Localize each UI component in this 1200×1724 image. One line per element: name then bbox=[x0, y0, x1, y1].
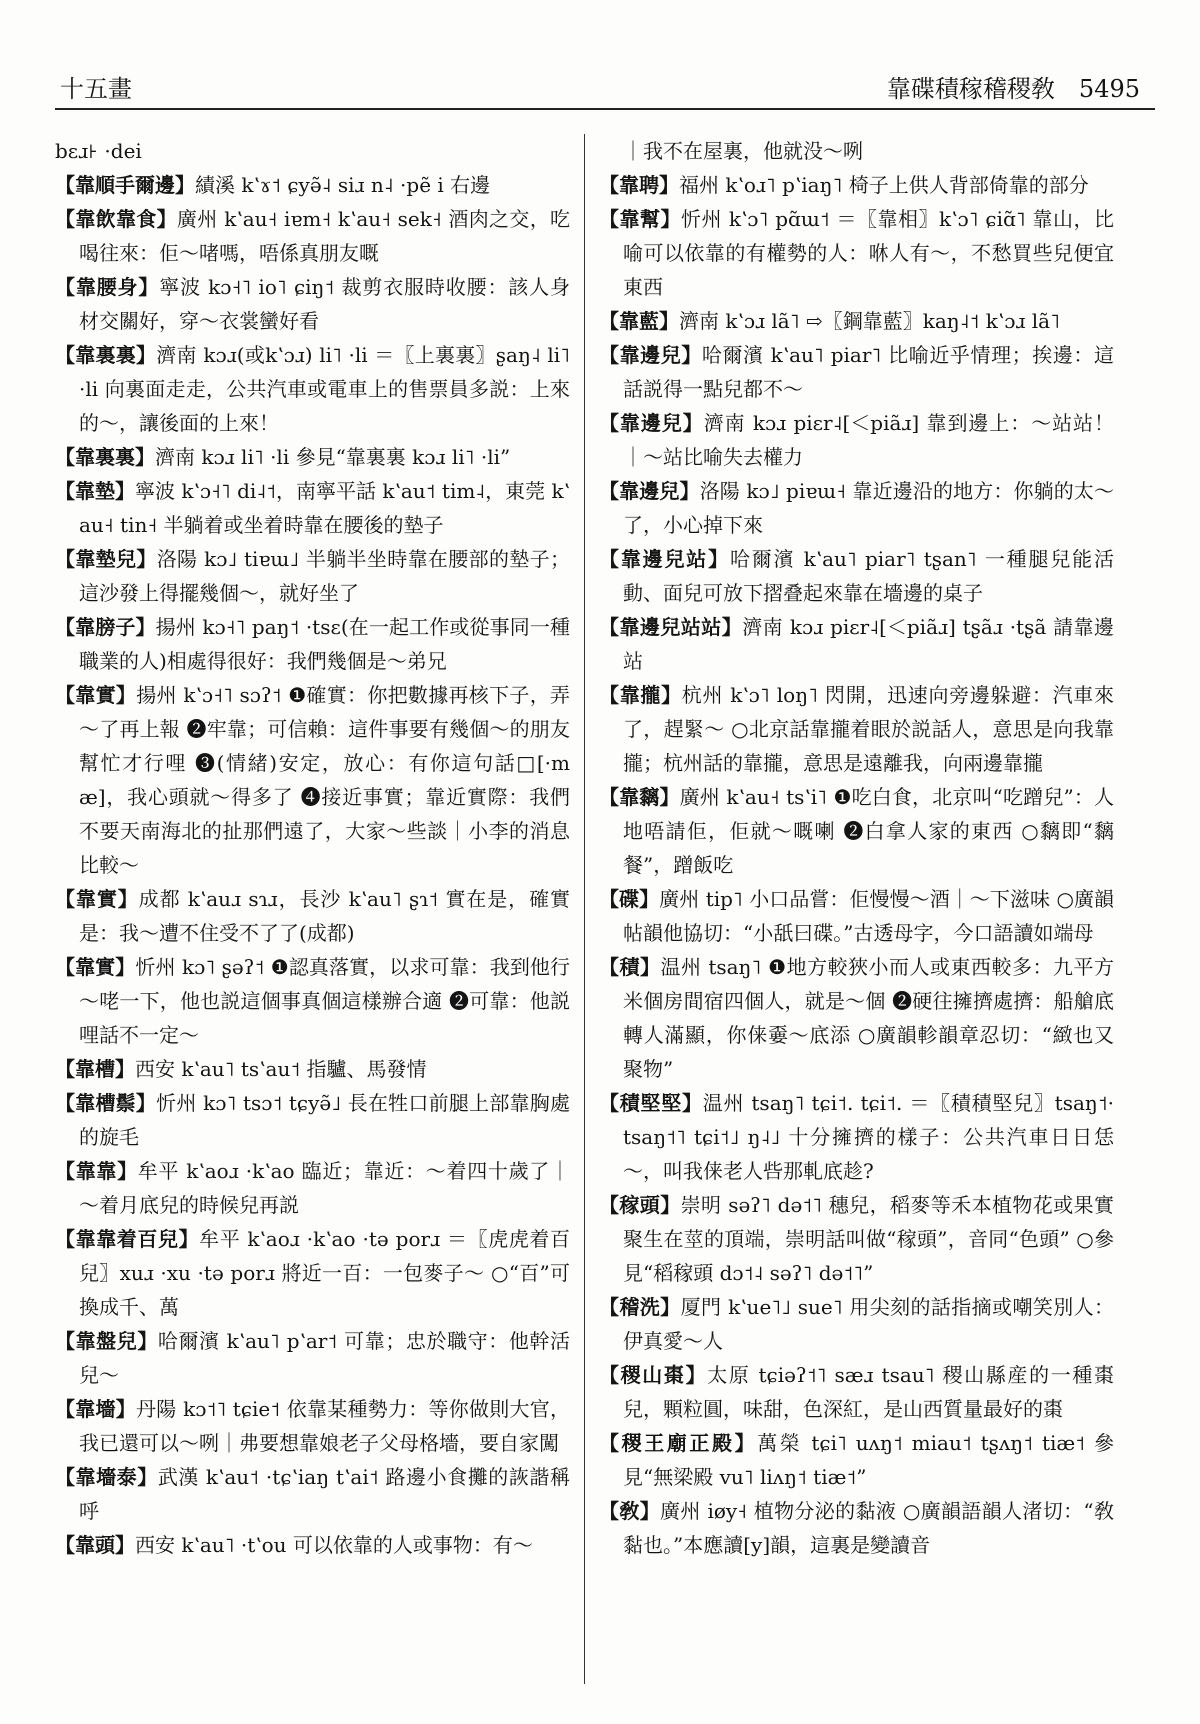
entry-headword: 【靠飲靠食】 bbox=[55, 207, 177, 231]
entry-definition: 萬榮 tɕi˥ uʌŋ˦ miau˦ tʂʌŋ˦ tiæ˦ 參見“無梁殿 vu˥ liʌŋ˦ tiæ˦” bbox=[623, 1431, 1114, 1489]
entry-definition: 杭州 kʽɔ˥ loŋ˥ 閃開，迅速向旁邊躲避：汽車來了，趕緊～ ○北京話靠攏着眼於説話人，意思是向我靠攏；杭州話的靠攏，意思是遠離我，向兩邊靠攏 bbox=[623, 683, 1114, 775]
dictionary-entry bbox=[599, 1426, 1114, 1494]
dictionary-entry bbox=[599, 338, 1114, 406]
dictionary-entry bbox=[55, 882, 570, 950]
dictionary-entry bbox=[55, 1324, 570, 1392]
entry-headword: 【靠靠】 bbox=[55, 1159, 138, 1183]
entry-headword: 【靠幫】 bbox=[599, 207, 681, 231]
entry-headword: 【靠邊兒站站】 bbox=[599, 615, 743, 639]
dictionary-entry bbox=[599, 1188, 1114, 1290]
dictionary-entry bbox=[55, 542, 570, 610]
entry-definition: bɛɹ꜔ ·dei bbox=[55, 139, 142, 163]
entry-definition: 寧波 kʽɔ˧˥ di˨˦，南寧平話 kʽau˦ tim˨，東莞 kʽau˧ tin˧ 半躺着或坐着時靠在腰後的墊子 bbox=[79, 479, 570, 537]
entry-headword: 【靠邊兒】 bbox=[599, 343, 702, 367]
entry-definition: 哈爾濱 kʽau˥ piar˥ tʂan˥ 一種腿兒能活動、面兒可放下摺叠起來靠在墻邊的桌子 bbox=[623, 547, 1114, 605]
dictionary-entry bbox=[599, 1086, 1114, 1188]
entry-headword: 【稽洗】 bbox=[599, 1295, 681, 1319]
entry-headword: 【靠聘】 bbox=[599, 173, 679, 197]
entry-definition: 丹陽 kɔ˦˥ tɕie˦ 依靠某種勢力：等你做則大官，我已還可以～咧｜弗要想靠娘老子父母格墻，要自家闖 bbox=[79, 1397, 571, 1455]
entry-headword: 【靠實】 bbox=[55, 683, 137, 707]
dictionary-entry bbox=[55, 338, 570, 440]
entry-headword: 【靠邊兒站】 bbox=[599, 547, 730, 571]
entry-headword: 【靠黐】 bbox=[599, 785, 680, 809]
dictionary-entry bbox=[55, 1222, 570, 1324]
entry-definition: 濟南 kɔɹ piɛr˨[＜piãɹ] 靠到邊上：～站站！｜～站比喻失去權力 bbox=[623, 411, 1114, 469]
entry-headword: 【靠墊】 bbox=[55, 479, 135, 503]
header-rule bbox=[55, 108, 1155, 110]
entry-definition: 廣州 kʽau˧ iɐm˧ kʽau˧ sek˧ 酒肉之交，吃喝往來：佢～啫嗎，唔係真朋友嘅 bbox=[79, 207, 571, 265]
entry-headword: 【靠實】 bbox=[55, 955, 136, 979]
dictionary-entry bbox=[599, 1358, 1114, 1426]
entry-definition: 哈爾濱 kʽau˥ piar˥ 比喻近乎情理；挨邊：這話説得一點兒都不～ bbox=[623, 343, 1114, 401]
entry-headword: 【靠槽】 bbox=[55, 1057, 135, 1081]
entry-definition: 牟平 kʽaoɹ ·kʽao ·tə porɹ ＝〖虎虎着百兒〗xuɹ ·xu ·tə porɹ 將近一百：一包麥子～ ○“百”可換成千、萬 bbox=[79, 1227, 571, 1319]
entry-definition: 西安 kʽau˥ ·tʽou 可以依靠的人或事物：有～ bbox=[135, 1533, 533, 1557]
entry-headword: 【靠膀子】 bbox=[55, 615, 156, 639]
dictionary-entry bbox=[599, 1494, 1114, 1562]
dictionary-entry bbox=[599, 406, 1114, 474]
entry-headword: 【靠靠着百兒】 bbox=[55, 1227, 200, 1251]
dictionary-entry bbox=[55, 1052, 570, 1086]
entry-headword: 【靠墻】 bbox=[55, 1397, 137, 1421]
dictionary-entry bbox=[55, 1154, 570, 1222]
entry-headword: 【靠邊兒】 bbox=[599, 479, 700, 503]
entry-headword: 【積堅堅】 bbox=[599, 1091, 703, 1115]
entry-definition: 廣州 tip˥ 小口品嘗：佢慢慢～酒｜～下滋味 ○廣韻帖韻他協切：“小舐曰碟。”古透母字，今口語讀如端母 bbox=[623, 887, 1114, 945]
entry-headword: 【靠裏裏】 bbox=[55, 445, 155, 469]
section-title: 十五畫 bbox=[60, 75, 132, 103]
entry-definition: 揚州 kɔ˧˥ paŋ˦ ·tsɛ(在一起工作或從事同一種職業的人)相處得很好：我們幾個是～弟兄 bbox=[79, 615, 571, 673]
entry-definition: 濟南 kɔɹ piɛr˨[＜piãɹ] tʂãɹ ·tʂã 請靠邊站 bbox=[623, 615, 1114, 673]
dictionary-entry bbox=[599, 542, 1114, 610]
dictionary-entry bbox=[55, 1392, 570, 1460]
entry-headword: 【靠攏】 bbox=[599, 683, 682, 707]
left-column bbox=[55, 134, 584, 1684]
dictionary-entry bbox=[599, 678, 1114, 780]
entry-definition: 揚州 kʽɔ˧˥ sɔʔ˦ ❶確實：你把數據再核下子，弄～了再上報 ❷牢靠；可信賴：這件事要有幾個～的朋友幫忙才行哩 ❸(情緒)安定，放心：有你這句話□[·mæ]，我心頭就～得多了 ❹接近事實；靠近實際：我們不要天南海北的扯那們遠了，大家～些談｜小李的消息比較～ bbox=[79, 683, 570, 877]
dictionary-entry bbox=[55, 202, 570, 270]
entry-definition: 福州 kʽoɹ˥ pʽiaŋ˥ 椅子上供人背部倚靠的部分 bbox=[679, 173, 1089, 197]
entry-definition: ｜我不在屋裏，他就没～咧 bbox=[623, 139, 863, 163]
entry-headword: 【靠實】 bbox=[55, 887, 139, 911]
dictionary-entry bbox=[55, 1528, 570, 1562]
dictionary-entry bbox=[55, 950, 570, 1052]
right-column bbox=[585, 134, 1114, 1684]
entry-definition: 濟南 kʽɔɹ lã˥ ⇨〖鋼靠藍〗kaŋ˨˦ kʽɔɹ lã˥ bbox=[679, 309, 1060, 333]
entry-definition: 忻州 kɔ˥ ʂəʔ˦ ❶認真落實，以求可靠：我到他行～咾一下，他也説這個事真個這樣辦合適 ❷可靠：他説哩話不一定～ bbox=[79, 955, 571, 1047]
entry-headword: 【敎】 bbox=[599, 1499, 661, 1523]
entry-definition: 武漢 kʽau˦ ·tɕʽiaŋ tʽai˦ 路邊小食攤的詼諧稱呼 bbox=[79, 1465, 570, 1523]
entry-headword: 【稷王廟正殿】 bbox=[599, 1431, 758, 1455]
entry-headword: 【靠腰身】 bbox=[55, 275, 160, 299]
entry-headword: 【碟】 bbox=[599, 887, 660, 911]
entry-definition: 洛陽 kɔ˩ tiɐɯ˩ 半躺半坐時靠在腰部的墊子；這沙發上得擺幾個～，就好坐了 bbox=[79, 547, 570, 605]
dictionary-entry bbox=[599, 882, 1114, 950]
entry-headword: 【靠墻泰】 bbox=[55, 1465, 158, 1489]
entry-headword: 【靠順手爾邊】 bbox=[55, 173, 195, 197]
entry-headword: 【稷山棗】 bbox=[599, 1363, 708, 1387]
entry-definition: 忻州 kʽɔ˥ pɑ̃ɯ˦ ＝〖靠相〗kʽɔ˥ ɕiɑ̃˥ 靠山，比喻可以依靠的有權勢的人：咻人有～，不愁買些兒便宜東西 bbox=[623, 207, 1114, 299]
entry-headword: 【稼頭】 bbox=[599, 1193, 681, 1217]
entry-definition: 績溪 kʽɤ˦ ɕyə̃˨ siɹ n˨ ·pẽ i 右邊 bbox=[195, 173, 491, 197]
entry-headword: 【靠邊兒】 bbox=[599, 411, 704, 435]
entry-definition: 濟南 kɔɹ li˥ ·li 參見“靠裏裏 kɔɹ li˥ ·li” bbox=[155, 445, 511, 469]
entry-definition: 廣州 kʽau˧ tsʽi˥ ❶吃白食，北京叫“吃蹭兒”：人地唔請佢，佢就～嘅喇 ❷白拿人家的東西 ○黐即“黐餐”，蹭飯吃 bbox=[623, 785, 1114, 877]
entry-definition: 牟平 kʽaoɹ ·kʽao 臨近；靠近：～着四十歲了｜～着月底兒的時候兒再説 bbox=[79, 1159, 570, 1217]
entry-definition: 廣州 iøy˧ 植物分泌的黏液 ○廣韻語韻人渚切：“敎黏也。”本應讀[y]韻，這裏是變讀音 bbox=[623, 1499, 1114, 1557]
entry-definition: 濟南 kɔɹ(或kʽɔɹ) li˥ ·li ＝〖上裏裏〗ʂaŋ˨ li˥ ·li 向裏面走走，公共汽車或電車上的售票員多説：上來的～，讓後面的上來！ bbox=[79, 343, 570, 435]
entry-headword: 【靠裏裏】 bbox=[55, 343, 157, 367]
entry-definition: 哈爾濱 kʽau˥ pʽar˦ 可靠；忠於職守：他幹活兒～ bbox=[79, 1329, 570, 1387]
entry-headword: 【積】 bbox=[599, 955, 661, 979]
entry-headword: 【靠頭】 bbox=[55, 1533, 135, 1557]
entry-headword: 【靠盤兒】 bbox=[55, 1329, 158, 1353]
entry-definition: 温州 tsaŋ˥ tɕi˦. tɕi˦. ＝〖積積堅兒〗tsaŋ˦· tsaŋ˦˥ tɕi˦˩ ŋ˨˩ 十分擁擠的樣子：公共汽車日日恁～，叫我俫老人呰那軋底趁? bbox=[623, 1091, 1114, 1183]
dictionary-entry bbox=[599, 1290, 1114, 1358]
dictionary-entry bbox=[55, 270, 570, 338]
entry-headword: 【靠墊兒】 bbox=[55, 547, 157, 571]
entry-headword: 【靠槽鬃】 bbox=[55, 1091, 157, 1115]
page-header bbox=[60, 60, 1140, 104]
dictionary-entry bbox=[599, 202, 1114, 304]
entry-definition: 崇明 səʔ˥ də˦˥ 穗兒，稻麥等禾本植物花或果實聚生在莖的頂端，崇明話叫做“稼頭”，音同“色頭” ○參見“稻稼頭 dɔ˦˨ səʔ˥ də˦˥” bbox=[623, 1193, 1114, 1285]
entry-definition: 忻州 kɔ˥ tsɔ˦ tɕyə̃˩ 長在牲口前腿上部靠胸處的旋毛 bbox=[79, 1091, 570, 1149]
dictionary-entry bbox=[599, 950, 1114, 1086]
dictionary-entry bbox=[55, 474, 570, 542]
dictionary-entry bbox=[55, 1460, 570, 1528]
two-column-body bbox=[55, 134, 1155, 1684]
entry-definition: 洛陽 kɔ˩ piɐɯ˧ 靠近邊沿的地方：你躺的太～了，小心掉下來 bbox=[623, 479, 1114, 537]
entry-definition: 寧波 kɔ˧˥ io˥ ɕiŋ˦ 裁剪衣服時收腰：該人身材交關好，穿～衣裳蠻好看 bbox=[79, 275, 571, 333]
dictionary-entry bbox=[55, 440, 570, 474]
dictionary-entry bbox=[599, 168, 1114, 202]
entry-definition: 西安 kʽau˥ tsʽau˦ 指驢、馬發情 bbox=[135, 1057, 427, 1081]
dictionary-entry bbox=[599, 134, 1114, 168]
dictionary-entry bbox=[599, 610, 1114, 678]
dictionary-entry bbox=[599, 780, 1114, 882]
dictionary-entry bbox=[599, 474, 1114, 542]
entry-headword: 【靠藍】 bbox=[599, 309, 679, 333]
dictionary-entry bbox=[599, 304, 1114, 338]
dictionary-entry bbox=[55, 168, 570, 202]
dictionary-entry bbox=[55, 678, 570, 882]
dictionary-entry bbox=[55, 134, 570, 168]
dictionary-entry bbox=[55, 610, 570, 678]
entry-definition: 太原 tɕiəʔ˦˥ sæɹ tsau˥ 稷山縣産的一種棗兒，顆粒圓，味甜，色深紅，是山西質量最好的棗 bbox=[623, 1363, 1114, 1421]
page-range-and-number: 靠碟積稼稽稷敎 5495 bbox=[886, 75, 1140, 103]
entry-definition: 成都 kʽauɹ sɿɹ，長沙 kʽau˥ ʂɿ˦ 實在是，確實是：我～遭不住受不了了(成都) bbox=[79, 887, 571, 945]
entry-definition: 温州 tsaŋ˥ ❶地方較狹小而人或東西較多：九平方米個房間宿四個人，就是～個 ❷硬往擁擠處擠：船艙底轉人滿顯，你俫嫑～底添 ○廣韻軫韻章忍切：“緻也又聚物” bbox=[623, 955, 1114, 1081]
dictionary-entry bbox=[55, 1086, 570, 1154]
entry-definition: 厦門 kʽue˥˩ sue˥ 用尖刻的話指摘或嘲笑別人：伊真愛～人 bbox=[623, 1295, 1114, 1353]
